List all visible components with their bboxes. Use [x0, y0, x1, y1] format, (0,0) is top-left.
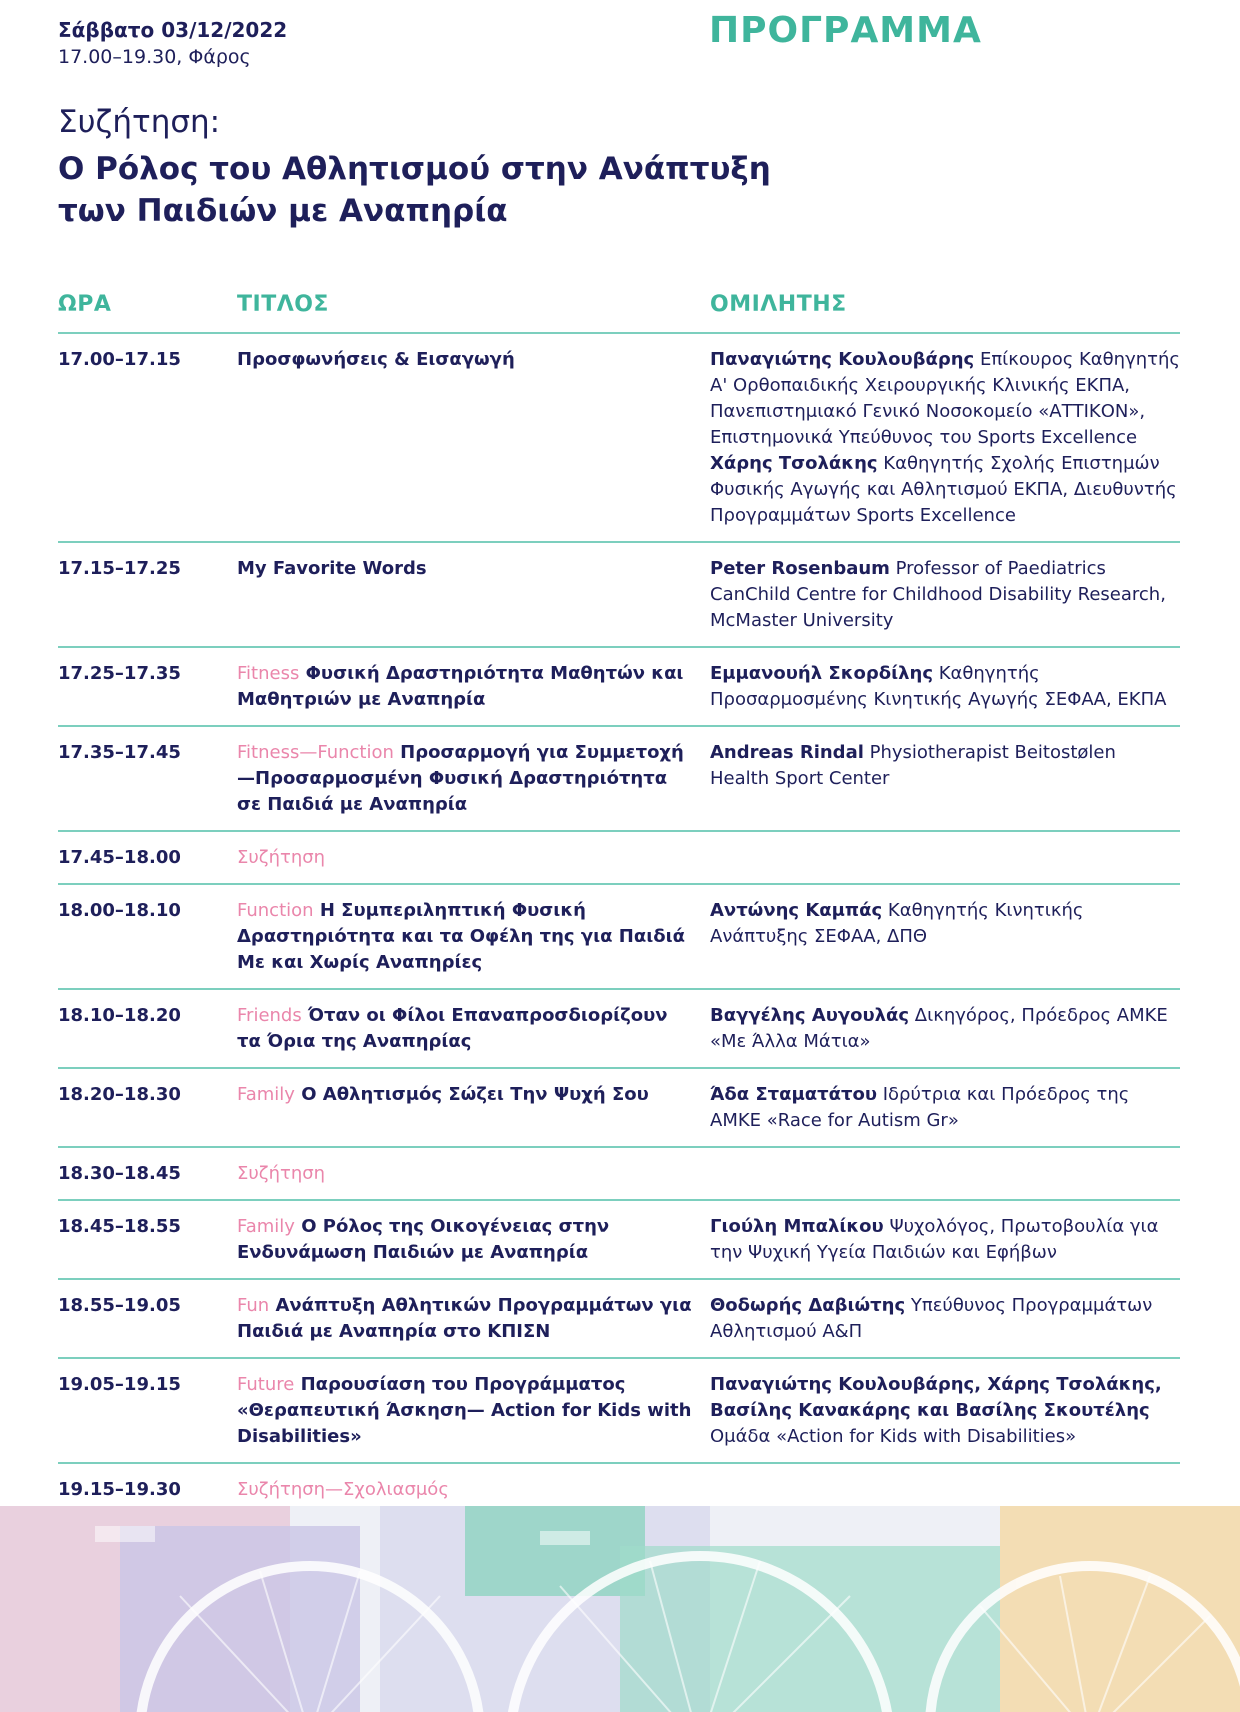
speaker-name: Παναγιώτης Κουλουβάρης, Χάρης Τσολάκης, Βασίλης Κανακάρης και Βασίλης Σκουτέλης — [710, 1374, 1162, 1421]
row-title — [237, 1214, 710, 1266]
row-speaker — [710, 556, 1180, 634]
speaker-desc: Καθηγητής Προσαρμοσμένης Κινητικής Αγωγής ΣΕΦΑΑ, ΕΚΠΑ — [710, 663, 1167, 710]
row-time: 17.00–17.15 — [58, 349, 181, 370]
schedule-row — [58, 990, 1180, 1069]
row-category: Fitness—Function — [237, 742, 394, 763]
row-title — [237, 845, 710, 871]
row-title-text: Προσαρμογή για Συμμετοχή—Προσαρμοσμένη Φυσική Δραστηριότητα σε Παιδιά με Αναπηρία — [237, 742, 684, 815]
event-date: Σάββατο 03/12/2022 — [58, 18, 288, 42]
session-kicker: Συζήτηση: — [58, 104, 221, 140]
speaker-desc: Physiotherapist Beitostølen Health Sport Center — [710, 742, 1116, 789]
speaker-desc: Υπεύθυνος Προγραμμάτων Αθλητισμού Α&Π — [710, 1295, 1153, 1342]
speaker-name: Εμμανουήλ Σκορδίλης — [710, 663, 933, 684]
session-title-line1: Ο Ρόλος του Αθλητισμού στην Ανάπτυξη — [58, 151, 771, 187]
row-category: Function — [237, 900, 314, 921]
row-speaker — [710, 845, 1180, 871]
schedule-row — [58, 885, 1180, 990]
schedule-row — [58, 1359, 1180, 1464]
row-time: 17.35–17.45 — [58, 742, 181, 763]
row-category: Family — [237, 1084, 295, 1105]
row-title — [237, 347, 710, 529]
discussion-label: Συζήτηση — [237, 847, 326, 868]
speaker-name: Χάρης Τσολάκης — [710, 453, 878, 474]
column-header-time: ΩΡΑ — [58, 292, 112, 317]
row-time: 18.45–18.55 — [58, 1216, 181, 1237]
row-title-text: Φυσική Δραστηριότητα Μαθητών και Μαθητριών με Αναπηρία — [237, 663, 684, 710]
row-time: 19.15–19.30 — [58, 1479, 181, 1500]
row-speaker — [710, 1477, 1180, 1503]
schedule-row — [58, 1201, 1180, 1280]
row-title — [237, 1161, 710, 1187]
row-speaker — [710, 347, 1180, 529]
row-title-text: Όταν οι Φίλοι Επαναπροσδιορίζουν τα Όρια της Αναπηρίας — [237, 1005, 668, 1052]
speaker-desc: Επίκουρος Καθηγητής Α' Ορθοπαιδικής Χειρουργικής Κλινικής ΕΚΠΑ, Πανεπιστημιακό Γενικό Νοσοκομείο «ΑΤΤΙΚΟΝ», Επιστημονικά Υπεύθυνος του Sports Excellence — [710, 349, 1180, 448]
speaker-desc: Ιδρύτρια και Πρόεδρος της ΑΜΚΕ «Race for Autism Gr» — [710, 1084, 1130, 1131]
row-time: 18.55–19.05 — [58, 1295, 181, 1316]
schedule-row-discussion — [58, 1148, 1180, 1201]
schedule-row — [58, 334, 1180, 543]
row-title — [237, 740, 710, 818]
row-title-text: Ο Αθλητισμός Σώζει Την Ψυχή Σου — [294, 1084, 649, 1105]
event-time-place: 17.00–19.30, Φάρος — [58, 46, 251, 68]
row-title-text: Ο Ρόλος της Οικογένειας στην Ενδυνάμωση Παιδιών με Αναπηρία — [237, 1216, 610, 1263]
speaker-desc: Ψυχολόγος, Πρωτοβουλία για την Ψυχική Υγεία Παιδιών και Εφήβων — [710, 1216, 1159, 1263]
row-time: 18.30–18.45 — [58, 1163, 181, 1184]
row-time: 17.45–18.00 — [58, 847, 181, 868]
discussion-label: Συζήτηση—Σχολιασμός — [237, 1479, 449, 1500]
row-title — [237, 556, 710, 634]
schedule-row — [58, 648, 1180, 727]
row-category: Friends — [237, 1005, 302, 1026]
row-time: 18.20–18.30 — [58, 1084, 181, 1105]
row-time: 17.15–17.25 — [58, 558, 181, 579]
schedule-row — [58, 1069, 1180, 1148]
session-title-line2: των Παιδιών με Αναπηρία — [58, 193, 508, 229]
speaker-name: Andreas Rindal — [710, 742, 864, 763]
speaker-name: Άδα Σταματάτου — [710, 1084, 877, 1105]
speaker-name: Γιούλη Μπαλίκου — [710, 1216, 884, 1237]
row-title-text: My Favorite Words — [237, 558, 427, 579]
discussion-label: Συζήτηση — [237, 1163, 326, 1184]
schedule-header — [58, 292, 1180, 334]
speaker-name: Αντώνης Καμπάς — [710, 900, 883, 921]
schedule-row — [58, 543, 1180, 648]
row-title — [237, 1003, 710, 1055]
row-category: Fitness — [237, 663, 300, 684]
row-speaker — [710, 1003, 1180, 1055]
row-category: Family — [237, 1216, 295, 1237]
speaker-desc: Δικηγόρος, Πρόεδρος ΑΜΚΕ «Με Άλλα Μάτια» — [710, 1005, 1168, 1052]
row-speaker — [710, 1161, 1180, 1187]
speaker-name: Θοδωρής Δαβιώτης — [710, 1295, 906, 1316]
footer-decorative-graphic — [0, 1506, 1240, 1712]
row-time: 17.25–17.35 — [58, 663, 181, 684]
schedule-row-discussion — [58, 832, 1180, 885]
speaker-desc: Καθηγητής Κινητικής Ανάπτυξης ΣΕΦΑΑ, ΔΠΘ — [710, 900, 1084, 947]
speaker-name: Παναγιώτης Κουλουβάρης — [710, 349, 975, 370]
row-time: 18.10–18.20 — [58, 1005, 181, 1026]
schedule-row — [58, 727, 1180, 832]
speaker-desc: Ομάδα «Action for Kids with Disabilities» — [710, 1426, 1077, 1447]
row-title — [237, 1477, 710, 1503]
row-speaker — [710, 740, 1180, 818]
row-speaker — [710, 1082, 1180, 1134]
row-title-text: Η Συμπεριληπτική Φυσική Δραστηριότητα και τα Οφέλη της για Παιδιά Με και Χωρίς Αναπηρίες — [237, 900, 685, 973]
speaker-name: Peter Rosenbaum — [710, 558, 890, 579]
session-title — [58, 148, 958, 232]
row-title-text: Ανάπτυξη Αθλητικών Προγραμμάτων για Παιδιά με Αναπηρία στο ΚΠΙΣΝ — [237, 1295, 692, 1342]
row-title — [237, 1082, 710, 1134]
speaker-name: Βαγγέλης Αυγουλάς — [710, 1005, 910, 1026]
row-title — [237, 1372, 710, 1450]
row-speaker — [710, 898, 1180, 976]
row-category: Future — [237, 1374, 295, 1395]
row-title-text: Παρουσίαση του Προγράμματος «Θεραπευτική Άσκηση— Action for Kids with Disabilities» — [237, 1374, 692, 1447]
program-title: ΠΡΟΓΡΑΜΜΑ — [709, 10, 982, 51]
footer-wheelchair-image — [0, 1506, 1240, 1712]
row-title — [237, 1293, 710, 1345]
schedule-row — [58, 1280, 1180, 1359]
column-header-title: ΤΙΤΛΟΣ — [237, 292, 329, 317]
row-time: 18.00–18.10 — [58, 900, 181, 921]
row-title — [237, 898, 710, 976]
row-speaker — [710, 1293, 1180, 1345]
schedule-table — [58, 292, 1180, 1517]
row-title — [237, 661, 710, 713]
row-speaker — [710, 661, 1180, 713]
speaker-desc: Καθηγητής Σχολής Επιστημών Φυσικής Αγωγής και Αθλητισμού ΕΚΠΑ, Διευθυντής Προγραμμάτων Sports Excellence — [710, 453, 1177, 526]
row-speaker — [710, 1214, 1180, 1266]
row-title-text: Προσφωνήσεις & Εισαγωγή — [237, 349, 515, 370]
column-header-speaker: ΟΜΙΛΗΤΗΣ — [710, 292, 847, 317]
row-speaker — [710, 1372, 1180, 1450]
speaker-desc: Professor of Paediatrics CanChild Centre for Childhood Disability Research, McMaster University — [710, 558, 1166, 631]
row-time: 19.05–19.15 — [58, 1374, 181, 1395]
row-category: Fun — [237, 1295, 270, 1316]
